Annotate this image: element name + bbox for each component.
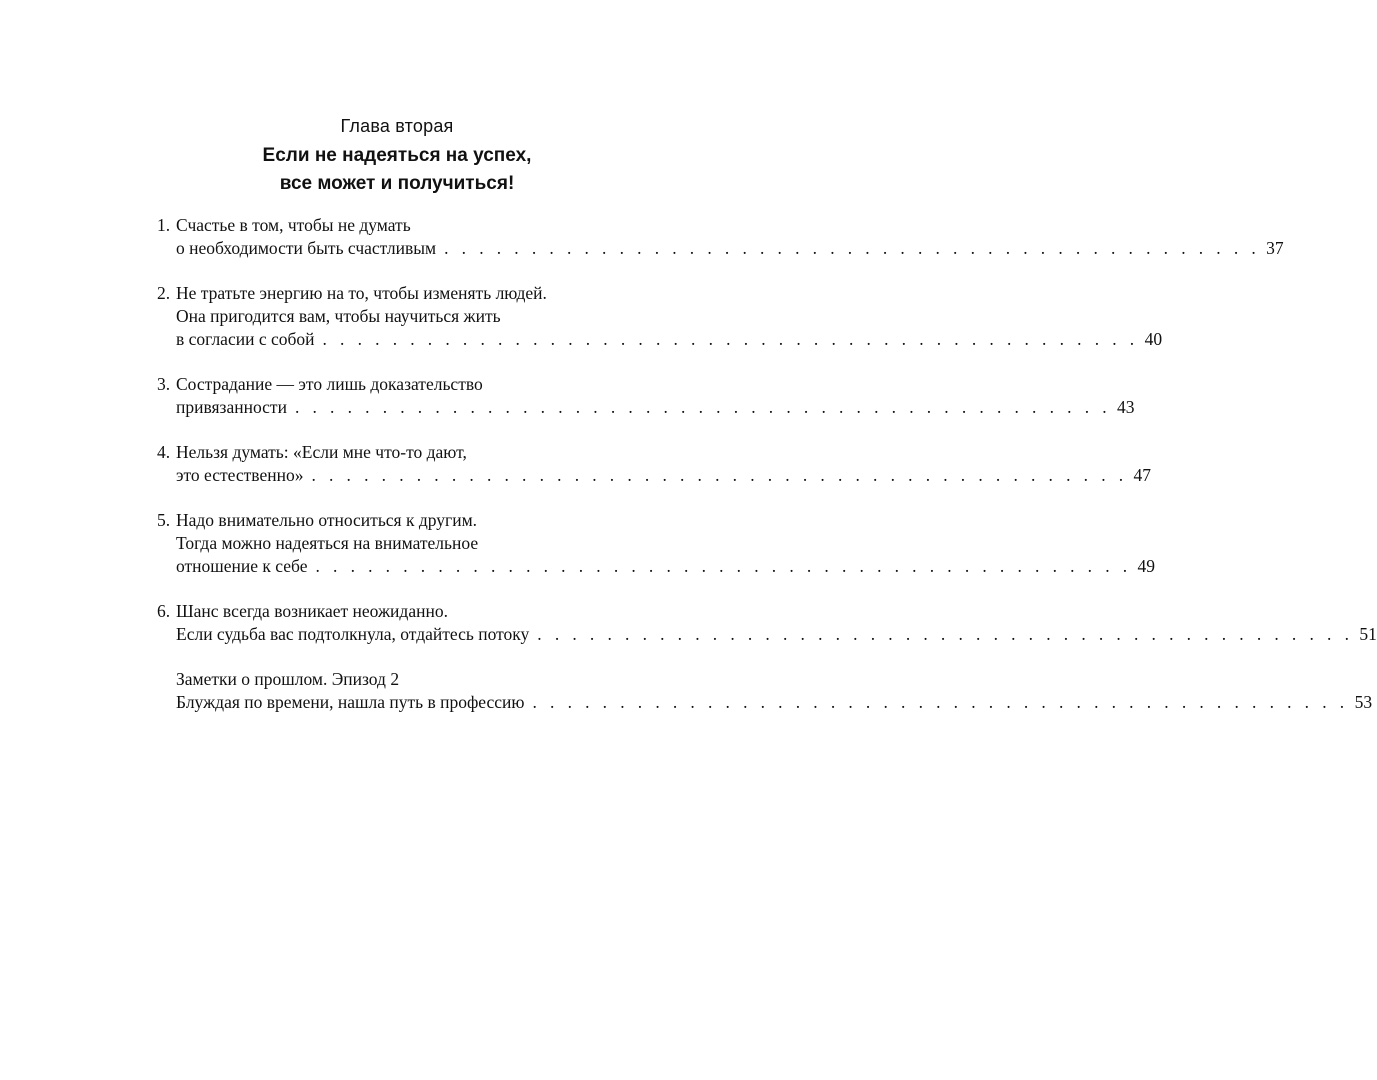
dot-leader: . . . . . . . . . . . . . . . . . . . . . . . . . . . . . . . . . . . . . . . . . . . . . . . (444, 238, 1261, 258)
entry-text: Если судьба вас подтолкнула, отдайтесь потоку (176, 624, 530, 644)
toc-line (157, 373, 664, 396)
toc-line (157, 237, 1284, 260)
entry-text: Нельзя думать: «Если мне что-то дают, (176, 442, 467, 462)
entry-text: это естественно» (176, 465, 304, 485)
entry-number: 3. (157, 374, 171, 394)
toc-entry[interactable] (157, 282, 1163, 351)
entry-number: 6. (157, 601, 171, 621)
page-number: 47 (1133, 465, 1152, 485)
toc-line (157, 464, 1152, 487)
entry-text: Блуждая по времени, нашла путь в профессию (176, 692, 525, 712)
chapter-title-line: Если не надеяться на успех, (262, 145, 532, 166)
dot-leader: . . . . . . . . . . . . . . . . . . . . . . . . . . . . . . . . . . . . . . . . . . . . . . . (532, 692, 1349, 712)
entry-number: 5. (157, 510, 171, 530)
entry-number: 2. (157, 283, 171, 303)
dot-leader: . . . . . . . . . . . . . . . . . . . . . . . . . . . . . . . . . . . . . . . . . . . . . . . (294, 397, 1112, 417)
toc-line (157, 623, 1377, 646)
toc-line (157, 691, 1373, 714)
entry-text: привязанности (176, 397, 287, 417)
toc-line (157, 282, 664, 305)
toc-line (157, 532, 664, 555)
toc-entry[interactable] (157, 600, 1377, 646)
entry-text: Сострадание — это лишь доказательство (176, 374, 483, 394)
entry-text: Заметки о прошлом. Эпизод 2 (176, 669, 400, 689)
entry-text: Надо внимательно относиться к другим. (176, 510, 478, 530)
page-number: 51 (1359, 624, 1377, 644)
entry-text: Счастье в том, чтобы не думать (176, 215, 411, 235)
toc-entry[interactable] (157, 509, 1156, 578)
chapter-label: Глава вторая (340, 116, 454, 136)
toc-line (157, 214, 664, 237)
toc-line (157, 555, 1156, 578)
toc-line (157, 305, 664, 328)
toc-entry[interactable] (157, 441, 1152, 487)
entry-number: 4. (157, 442, 171, 462)
entry-text: о необходимости быть счастливым (176, 238, 437, 258)
toc-entry[interactable] (157, 214, 1284, 260)
dot-leader: . . . . . . . . . . . . . . . . . . . . . . . . . . . . . . . . . . . . . . . . . . . . . . . (537, 624, 1354, 644)
entry-text: Тогда можно надеяться на внимательное (176, 533, 479, 553)
entry-number: 1. (157, 215, 171, 235)
toc-entry[interactable] (157, 668, 1373, 714)
dot-leader: . . . . . . . . . . . . . . . . . . . . . . . . . . . . . . . . . . . . . . . . . . . . . . . (322, 329, 1139, 349)
toc-line (157, 396, 1135, 419)
toc-line (157, 441, 664, 464)
dot-leader: . . . . . . . . . . . . . . . . . . . . . . . . . . . . . . . . . . . . . . . . . . . . . . . (315, 556, 1132, 576)
page-number: 40 (1144, 329, 1163, 349)
entry-text: в согласии с собой (176, 329, 315, 349)
page-number: 43 (1117, 397, 1135, 417)
entry-text: Она пригодится вам, чтобы научиться жить (176, 306, 501, 326)
toc-line (157, 509, 664, 532)
table-of-contents (157, 214, 1377, 736)
chapter-title-line: все может и получиться! (279, 173, 515, 194)
page-number: 37 (1266, 238, 1284, 258)
toc-line (157, 600, 664, 623)
dot-leader: . . . . . . . . . . . . . . . . . . . . . . . . . . . . . . . . . . . . . . . . . . . . . . . (311, 465, 1128, 485)
page-number: 53 (1354, 692, 1373, 712)
entry-text: Не тратьте энергию на то, чтобы изменять людей. (176, 283, 547, 303)
toc-line (157, 668, 664, 691)
page-number: 49 (1137, 556, 1156, 576)
toc-entry[interactable] (157, 373, 1135, 419)
toc-line (157, 328, 1163, 351)
chapter-title (0, 142, 794, 198)
entry-text: Шанс всегда возникает неожиданно. (176, 601, 448, 621)
entry-text: отношение к себе (176, 556, 308, 576)
